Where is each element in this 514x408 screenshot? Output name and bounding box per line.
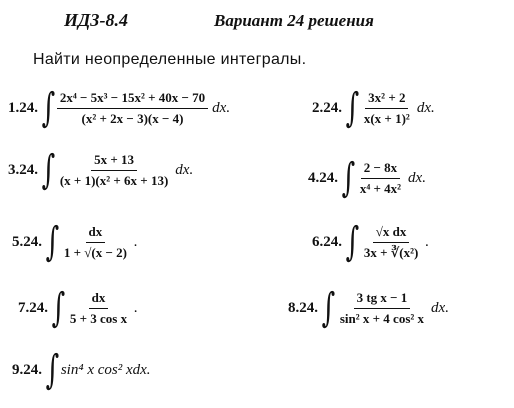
integral-sign: ∫ [41,147,56,193]
integral-sign: ∫ [41,85,56,131]
problem-6 [312,219,430,265]
denominator: sin² x + 4 cos² x [339,310,425,326]
integral-sign: ∫ [45,347,60,393]
denominator: (x + 1)(x² + 6x + 13) [59,172,169,188]
problem-5 [12,219,138,265]
problem-number: 7.24. [18,299,48,316]
differential: dx. [416,99,435,116]
problem-1 [8,85,231,131]
fraction [361,90,413,127]
problem-number: 9.24. [12,361,42,378]
differential: . [133,233,138,250]
integral-sign: ∫ [321,285,336,331]
differential: dx. [431,299,449,316]
numerator: 3x² + 2 [365,90,408,109]
problem-number: 3.24. [8,161,38,178]
integral-sign: ∫ [45,219,60,265]
fraction [67,290,130,327]
differential: dx. [212,99,231,116]
integrand-expression: sin⁴ x cos² xdx. [60,361,151,378]
differential: . [425,233,430,250]
variant-heading: Вариант 24 решения [214,11,374,30]
denominator: (x² + 2x − 3)(x − 4) [81,110,184,126]
denominator: x(x + 1)² [363,110,410,126]
numerator: 5x + 13 [91,152,137,171]
numerator: dx [89,290,109,309]
denominator: x⁴ + 4x² [359,180,402,196]
fraction [337,290,427,327]
fraction [361,224,422,261]
problem-3 [8,147,194,193]
numerator: √x dx [373,224,410,243]
denominator: 1 + √(x − 2) [63,244,127,260]
denominator: 3x + ∛(x²) [363,244,419,260]
problem-number: 5.24. [12,233,42,250]
integral-sign: ∫ [341,155,356,201]
numerator: 3 tg x − 1 [354,290,411,309]
fraction [61,224,130,261]
numerator: dx [86,224,106,243]
numerator: 2x⁴ − 5x³ − 15x² + 40x − 70 [57,90,208,109]
integral-sign: ∫ [345,85,360,131]
problem-7 [18,285,138,331]
problem-number: 2.24. [312,99,342,116]
differential: dx. [175,161,194,178]
problem-4 [308,155,426,201]
fraction [57,152,171,189]
denominator: 5 + 3 cos x [69,310,128,326]
problem-number: 6.24. [312,233,342,250]
problem-2 [312,85,435,131]
differential: dx. [408,169,426,186]
instruction-text: Найти неопределенные интегралы. [33,51,307,68]
problem-number: 4.24. [308,169,338,186]
problem-9 [12,347,151,393]
fraction [57,90,208,127]
document-title: ИДЗ-8.4 [64,10,128,30]
problem-number: 8.24. [288,299,318,316]
problem-8 [288,285,449,331]
problem-number: 1.24. [8,99,38,116]
numerator: 2 − 8x [361,160,400,179]
fraction [357,160,404,197]
integral-sign: ∫ [345,219,360,265]
integral-sign: ∫ [51,285,66,331]
differential: . [134,299,138,316]
